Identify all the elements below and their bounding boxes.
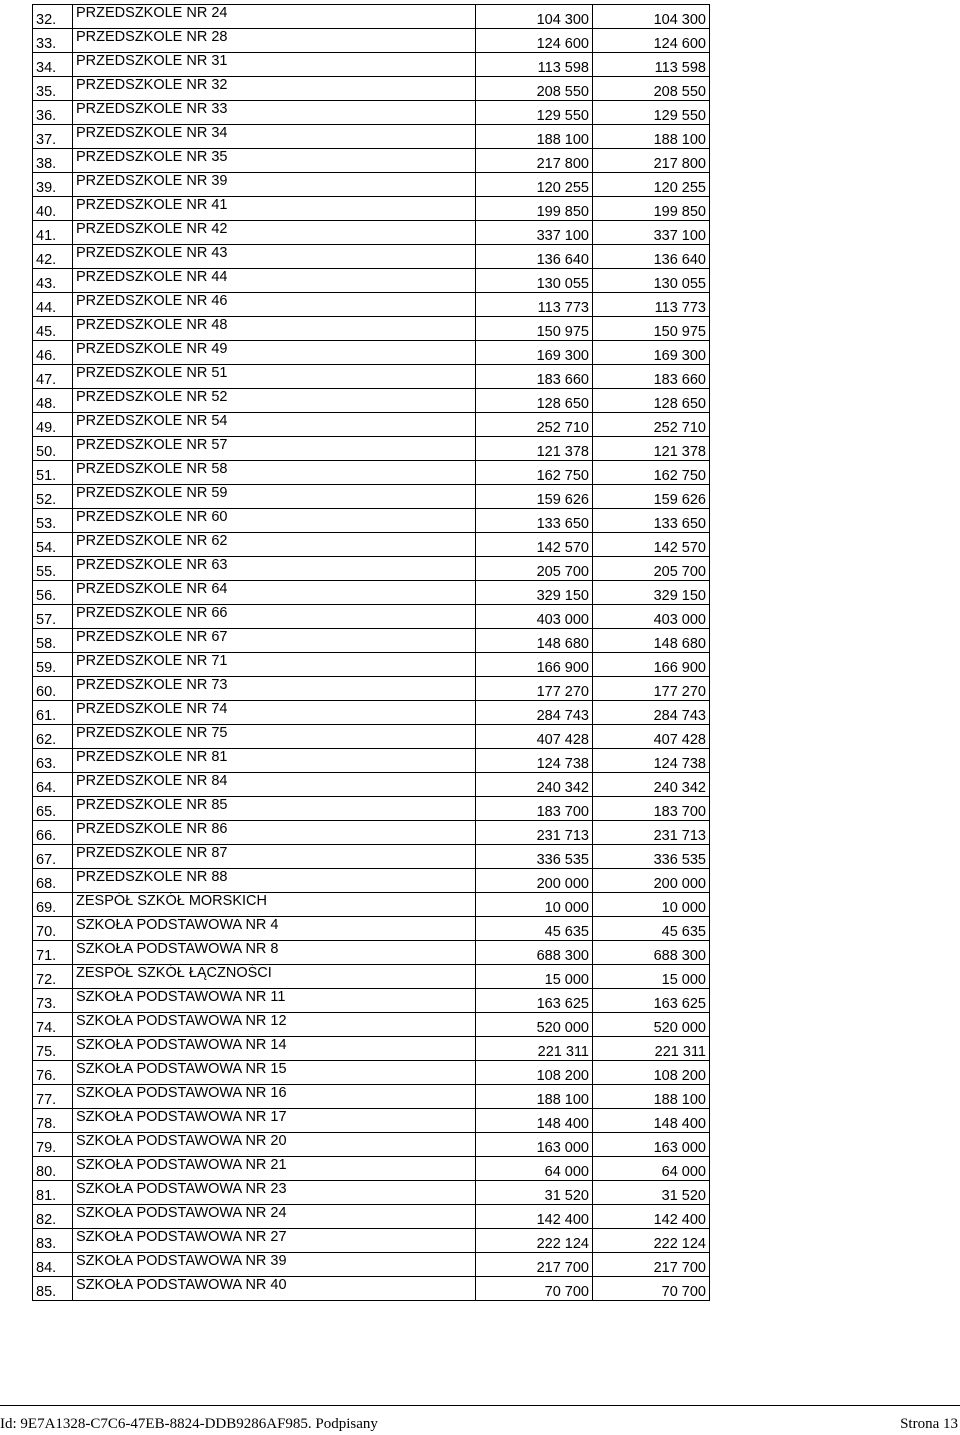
- amount-planned: 199 850: [476, 197, 593, 221]
- table-row: [33, 77, 710, 101]
- table-row: [33, 941, 710, 965]
- amount-after-change: 113 773: [593, 293, 710, 317]
- institution-name: PRZEDSZKOLE NR 41: [73, 197, 476, 221]
- amount-after-change: 188 100: [593, 1085, 710, 1109]
- institution-name: PRZEDSZKOLE NR 57: [73, 437, 476, 461]
- row-number: 84.: [33, 1253, 73, 1277]
- row-number: 85.: [33, 1277, 73, 1301]
- amount-planned: 113 598: [476, 53, 593, 77]
- amount-planned: 336 535: [476, 845, 593, 869]
- table-row: [33, 533, 710, 557]
- institution-name: PRZEDSZKOLE NR 74: [73, 701, 476, 725]
- row-number: 33.: [33, 29, 73, 53]
- amount-after-change: 124 600: [593, 29, 710, 53]
- amount-planned: 70 700: [476, 1277, 593, 1301]
- institution-name: SZKOŁA PODSTAWOWA NR 12: [73, 1013, 476, 1037]
- row-number: 75.: [33, 1037, 73, 1061]
- amount-after-change: 329 150: [593, 581, 710, 605]
- institution-name: PRZEDSZKOLE NR 49: [73, 341, 476, 365]
- row-number: 81.: [33, 1181, 73, 1205]
- table-row: [33, 677, 710, 701]
- row-number: 74.: [33, 1013, 73, 1037]
- institution-name: PRZEDSZKOLE NR 35: [73, 149, 476, 173]
- amount-after-change: 169 300: [593, 341, 710, 365]
- amount-after-change: 108 200: [593, 1061, 710, 1085]
- row-number: 48.: [33, 389, 73, 413]
- institution-name: SZKOŁA PODSTAWOWA NR 4: [73, 917, 476, 941]
- budget-table: [32, 4, 710, 1301]
- amount-after-change: 10 000: [593, 893, 710, 917]
- amount-after-change: 104 300: [593, 5, 710, 29]
- amount-after-change: 129 550: [593, 101, 710, 125]
- table-row: [33, 341, 710, 365]
- amount-planned: 163 000: [476, 1133, 593, 1157]
- table-row: [33, 845, 710, 869]
- table-row: [33, 797, 710, 821]
- amount-planned: 45 635: [476, 917, 593, 941]
- amount-planned: 166 900: [476, 653, 593, 677]
- row-number: 60.: [33, 677, 73, 701]
- amount-after-change: 142 400: [593, 1205, 710, 1229]
- institution-name: PRZEDSZKOLE NR 52: [73, 389, 476, 413]
- amount-planned: 104 300: [476, 5, 593, 29]
- amount-planned: 169 300: [476, 341, 593, 365]
- amount-after-change: 183 660: [593, 365, 710, 389]
- amount-planned: 221 311: [476, 1037, 593, 1061]
- row-number: 82.: [33, 1205, 73, 1229]
- table-row: [33, 485, 710, 509]
- institution-name: PRZEDSZKOLE NR 31: [73, 53, 476, 77]
- row-number: 37.: [33, 125, 73, 149]
- amount-planned: 113 773: [476, 293, 593, 317]
- institution-name: PRZEDSZKOLE NR 81: [73, 749, 476, 773]
- table-row: [33, 1061, 710, 1085]
- institution-name: PRZEDSZKOLE NR 86: [73, 821, 476, 845]
- amount-planned: 129 550: [476, 101, 593, 125]
- institution-name: PRZEDSZKOLE NR 51: [73, 365, 476, 389]
- row-number: 41.: [33, 221, 73, 245]
- row-number: 58.: [33, 629, 73, 653]
- institution-name: PRZEDSZKOLE NR 33: [73, 101, 476, 125]
- amount-planned: 208 550: [476, 77, 593, 101]
- row-number: 32.: [33, 5, 73, 29]
- amount-after-change: 150 975: [593, 317, 710, 341]
- amount-planned: 10 000: [476, 893, 593, 917]
- amount-after-change: 142 570: [593, 533, 710, 557]
- amount-after-change: 136 640: [593, 245, 710, 269]
- institution-name: PRZEDSZKOLE NR 73: [73, 677, 476, 701]
- amount-after-change: 221 311: [593, 1037, 710, 1061]
- institution-name: PRZEDSZKOLE NR 63: [73, 557, 476, 581]
- amount-planned: 128 650: [476, 389, 593, 413]
- row-number: 77.: [33, 1085, 73, 1109]
- institution-name: PRZEDSZKOLE NR 84: [73, 773, 476, 797]
- table-row: [33, 317, 710, 341]
- table-row: [33, 1157, 710, 1181]
- amount-planned: 64 000: [476, 1157, 593, 1181]
- row-number: 63.: [33, 749, 73, 773]
- amount-planned: 240 342: [476, 773, 593, 797]
- institution-name: PRZEDSZKOLE NR 75: [73, 725, 476, 749]
- amount-planned: 15 000: [476, 965, 593, 989]
- amount-after-change: 120 255: [593, 173, 710, 197]
- institution-name: PRZEDSZKOLE NR 28: [73, 29, 476, 53]
- table-row: [33, 629, 710, 653]
- institution-name: SZKOŁA PODSTAWOWA NR 11: [73, 989, 476, 1013]
- amount-planned: 183 700: [476, 797, 593, 821]
- row-number: 56.: [33, 581, 73, 605]
- amount-after-change: 113 598: [593, 53, 710, 77]
- amount-after-change: 336 535: [593, 845, 710, 869]
- institution-name: ZESPÓŁ SZKÓŁ ŁĄCZNOŚCI: [73, 965, 476, 989]
- institution-name: PRZEDSZKOLE NR 32: [73, 77, 476, 101]
- amount-planned: 31 520: [476, 1181, 593, 1205]
- institution-name: SZKOŁA PODSTAWOWA NR 14: [73, 1037, 476, 1061]
- amount-after-change: 162 750: [593, 461, 710, 485]
- table-row: [33, 221, 710, 245]
- amount-planned: 162 750: [476, 461, 593, 485]
- amount-after-change: 70 700: [593, 1277, 710, 1301]
- table-row: [33, 197, 710, 221]
- amount-after-change: 15 000: [593, 965, 710, 989]
- amount-planned: 142 570: [476, 533, 593, 557]
- amount-after-change: 128 650: [593, 389, 710, 413]
- amount-after-change: 159 626: [593, 485, 710, 509]
- institution-name: SZKOŁA PODSTAWOWA NR 39: [73, 1253, 476, 1277]
- institution-name: PRZEDSZKOLE NR 87: [73, 845, 476, 869]
- row-number: 43.: [33, 269, 73, 293]
- table-row: [33, 1205, 710, 1229]
- institution-name: PRZEDSZKOLE NR 88: [73, 869, 476, 893]
- row-number: 70.: [33, 917, 73, 941]
- table-row: [33, 293, 710, 317]
- table-row: [33, 749, 710, 773]
- table-row: [33, 173, 710, 197]
- amount-after-change: 520 000: [593, 1013, 710, 1037]
- amount-planned: 136 640: [476, 245, 593, 269]
- amount-after-change: 208 550: [593, 77, 710, 101]
- row-number: 40.: [33, 197, 73, 221]
- institution-name: PRZEDSZKOLE NR 44: [73, 269, 476, 293]
- row-number: 54.: [33, 533, 73, 557]
- amount-after-change: 148 680: [593, 629, 710, 653]
- table-row: [33, 1181, 710, 1205]
- table-row: [33, 1013, 710, 1037]
- row-number: 71.: [33, 941, 73, 965]
- amount-planned: 222 124: [476, 1229, 593, 1253]
- amount-after-change: 177 270: [593, 677, 710, 701]
- institution-name: SZKOŁA PODSTAWOWA NR 40: [73, 1277, 476, 1301]
- table-row: [33, 965, 710, 989]
- table-row: [33, 605, 710, 629]
- amount-after-change: 407 428: [593, 725, 710, 749]
- institution-name: SZKOŁA PODSTAWOWA NR 16: [73, 1085, 476, 1109]
- institution-name: SZKOŁA PODSTAWOWA NR 27: [73, 1229, 476, 1253]
- institution-name: PRZEDSZKOLE NR 54: [73, 413, 476, 437]
- table-row: [33, 917, 710, 941]
- amount-after-change: 163 625: [593, 989, 710, 1013]
- amount-planned: 120 255: [476, 173, 593, 197]
- amount-after-change: 284 743: [593, 701, 710, 725]
- table-row: [33, 773, 710, 797]
- amount-after-change: 337 100: [593, 221, 710, 245]
- row-number: 76.: [33, 1061, 73, 1085]
- table-row: [33, 1277, 710, 1301]
- institution-name: PRZEDSZKOLE NR 34: [73, 125, 476, 149]
- amount-after-change: 217 800: [593, 149, 710, 173]
- row-number: 52.: [33, 485, 73, 509]
- amount-planned: 163 625: [476, 989, 593, 1013]
- amount-planned: 188 100: [476, 125, 593, 149]
- institution-name: SZKOŁA PODSTAWOWA NR 23: [73, 1181, 476, 1205]
- table-row: [33, 509, 710, 533]
- amount-planned: 284 743: [476, 701, 593, 725]
- amount-planned: 407 428: [476, 725, 593, 749]
- row-number: 36.: [33, 101, 73, 125]
- institution-name: SZKOŁA PODSTAWOWA NR 15: [73, 1061, 476, 1085]
- amount-after-change: 31 520: [593, 1181, 710, 1205]
- table-row: [33, 1253, 710, 1277]
- table-row: [33, 989, 710, 1013]
- institution-name: PRZEDSZKOLE NR 64: [73, 581, 476, 605]
- row-number: 55.: [33, 557, 73, 581]
- institution-name: PRZEDSZKOLE NR 59: [73, 485, 476, 509]
- footer-divider: [0, 1405, 960, 1406]
- row-number: 72.: [33, 965, 73, 989]
- amount-planned: 148 400: [476, 1109, 593, 1133]
- amount-planned: 148 680: [476, 629, 593, 653]
- institution-name: PRZEDSZKOLE NR 24: [73, 5, 476, 29]
- amount-planned: 520 000: [476, 1013, 593, 1037]
- institution-name: PRZEDSZKOLE NR 67: [73, 629, 476, 653]
- amount-after-change: 130 055: [593, 269, 710, 293]
- row-number: 49.: [33, 413, 73, 437]
- amount-planned: 177 270: [476, 677, 593, 701]
- institution-name: PRZEDSZKOLE NR 43: [73, 245, 476, 269]
- amount-after-change: 688 300: [593, 941, 710, 965]
- amount-planned: 252 710: [476, 413, 593, 437]
- amount-planned: 337 100: [476, 221, 593, 245]
- row-number: 47.: [33, 365, 73, 389]
- table-row: [33, 869, 710, 893]
- amount-planned: 133 650: [476, 509, 593, 533]
- document-id: Id: 9E7A1328-C7C6-47EB-8824-DDB9286AF985. Podpisany: [0, 1416, 378, 1432]
- amount-after-change: 183 700: [593, 797, 710, 821]
- amount-planned: 142 400: [476, 1205, 593, 1229]
- table-row: [33, 101, 710, 125]
- row-number: 78.: [33, 1109, 73, 1133]
- amount-after-change: 188 100: [593, 125, 710, 149]
- table-row: [33, 437, 710, 461]
- amount-planned: 183 660: [476, 365, 593, 389]
- amount-planned: 329 150: [476, 581, 593, 605]
- row-number: 45.: [33, 317, 73, 341]
- institution-name: PRZEDSZKOLE NR 71: [73, 653, 476, 677]
- table-row: [33, 821, 710, 845]
- table-body: [33, 5, 710, 1301]
- table-row: [33, 1133, 710, 1157]
- row-number: 67.: [33, 845, 73, 869]
- amount-planned: 124 600: [476, 29, 593, 53]
- amount-after-change: 240 342: [593, 773, 710, 797]
- institution-name: SZKOŁA PODSTAWOWA NR 24: [73, 1205, 476, 1229]
- institution-name: PRZEDSZKOLE NR 39: [73, 173, 476, 197]
- table-row: [33, 725, 710, 749]
- row-number: 61.: [33, 701, 73, 725]
- amount-after-change: 45 635: [593, 917, 710, 941]
- table-row: [33, 5, 710, 29]
- row-number: 66.: [33, 821, 73, 845]
- amount-after-change: 231 713: [593, 821, 710, 845]
- table-row: [33, 1229, 710, 1253]
- row-number: 64.: [33, 773, 73, 797]
- institution-name: PRZEDSZKOLE NR 46: [73, 293, 476, 317]
- table-row: [33, 461, 710, 485]
- institution-name: PRZEDSZKOLE NR 85: [73, 797, 476, 821]
- amount-planned: 217 700: [476, 1253, 593, 1277]
- row-number: 50.: [33, 437, 73, 461]
- institution-name: PRZEDSZKOLE NR 66: [73, 605, 476, 629]
- row-number: 34.: [33, 53, 73, 77]
- amount-planned: 217 800: [476, 149, 593, 173]
- row-number: 69.: [33, 893, 73, 917]
- row-number: 44.: [33, 293, 73, 317]
- amount-after-change: 124 738: [593, 749, 710, 773]
- table-row: [33, 53, 710, 77]
- amount-after-change: 121 378: [593, 437, 710, 461]
- amount-planned: 205 700: [476, 557, 593, 581]
- institution-name: PRZEDSZKOLE NR 48: [73, 317, 476, 341]
- row-number: 79.: [33, 1133, 73, 1157]
- amount-planned: 231 713: [476, 821, 593, 845]
- amount-planned: 130 055: [476, 269, 593, 293]
- table-row: [33, 1085, 710, 1109]
- row-number: 59.: [33, 653, 73, 677]
- table-row: [33, 125, 710, 149]
- row-number: 73.: [33, 989, 73, 1013]
- amount-planned: 124 738: [476, 749, 593, 773]
- row-number: 51.: [33, 461, 73, 485]
- amount-after-change: 148 400: [593, 1109, 710, 1133]
- amount-planned: 200 000: [476, 869, 593, 893]
- row-number: 57.: [33, 605, 73, 629]
- amount-planned: 403 000: [476, 605, 593, 629]
- table-row: [33, 1037, 710, 1061]
- amount-after-change: 199 850: [593, 197, 710, 221]
- row-number: 46.: [33, 341, 73, 365]
- amount-after-change: 163 000: [593, 1133, 710, 1157]
- institution-name: PRZEDSZKOLE NR 62: [73, 533, 476, 557]
- table-row: [33, 701, 710, 725]
- amount-after-change: 166 900: [593, 653, 710, 677]
- amount-after-change: 205 700: [593, 557, 710, 581]
- table-row: [33, 653, 710, 677]
- row-number: 83.: [33, 1229, 73, 1253]
- table-row: [33, 29, 710, 53]
- table-row: [33, 893, 710, 917]
- institution-name: PRZEDSZKOLE NR 58: [73, 461, 476, 485]
- row-number: 39.: [33, 173, 73, 197]
- institution-name: SZKOŁA PODSTAWOWA NR 17: [73, 1109, 476, 1133]
- amount-planned: 159 626: [476, 485, 593, 509]
- table-row: [33, 1109, 710, 1133]
- table-row: [33, 365, 710, 389]
- amount-planned: 108 200: [476, 1061, 593, 1085]
- amount-after-change: 200 000: [593, 869, 710, 893]
- amount-after-change: 217 700: [593, 1253, 710, 1277]
- row-number: 53.: [33, 509, 73, 533]
- table-row: [33, 269, 710, 293]
- row-number: 35.: [33, 77, 73, 101]
- row-number: 65.: [33, 797, 73, 821]
- row-number: 62.: [33, 725, 73, 749]
- table-row: [33, 389, 710, 413]
- row-number: 42.: [33, 245, 73, 269]
- table-row: [33, 413, 710, 437]
- institution-name: PRZEDSZKOLE NR 42: [73, 221, 476, 245]
- amount-planned: 188 100: [476, 1085, 593, 1109]
- amount-after-change: 403 000: [593, 605, 710, 629]
- amount-after-change: 252 710: [593, 413, 710, 437]
- table-row: [33, 581, 710, 605]
- amount-after-change: 133 650: [593, 509, 710, 533]
- institution-name: SZKOŁA PODSTAWOWA NR 21: [73, 1157, 476, 1181]
- institution-name: ZESPÓŁ SZKÓŁ MORSKICH: [73, 893, 476, 917]
- row-number: 38.: [33, 149, 73, 173]
- amount-after-change: 64 000: [593, 1157, 710, 1181]
- table-row: [33, 245, 710, 269]
- amount-planned: 121 378: [476, 437, 593, 461]
- row-number: 68.: [33, 869, 73, 893]
- table-row: [33, 149, 710, 173]
- institution-name: PRZEDSZKOLE NR 60: [73, 509, 476, 533]
- table-row: [33, 557, 710, 581]
- amount-planned: 688 300: [476, 941, 593, 965]
- institution-name: SZKOŁA PODSTAWOWA NR 8: [73, 941, 476, 965]
- institution-name: SZKOŁA PODSTAWOWA NR 20: [73, 1133, 476, 1157]
- amount-after-change: 222 124: [593, 1229, 710, 1253]
- row-number: 80.: [33, 1157, 73, 1181]
- amount-planned: 150 975: [476, 317, 593, 341]
- page-number: Strona 13: [900, 1416, 958, 1432]
